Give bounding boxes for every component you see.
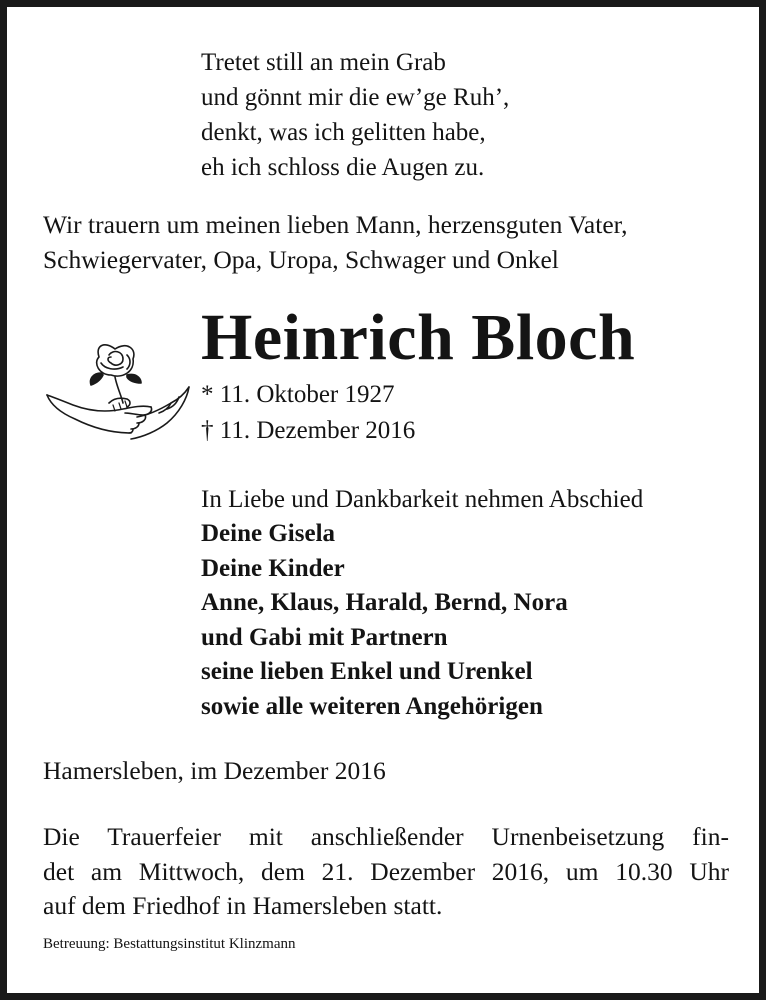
intro-line: Wir trauern um meinen lieben Mann, herzensguten Vater, [43,210,628,239]
ceremony-line: auf dem Friedhof in Hamersleben statt. [43,891,443,920]
ceremony-line: Die Trauerfeier mit anschließender Urnenbeisetzung fin- [43,822,729,851]
poem-line: Tretet still an mein Grab [201,49,446,76]
mourner-line: Anne, Klaus, Harald, Bernd, Nora [201,589,568,616]
hands-holding-rose-icon [39,333,195,453]
funeral-home-credit: Betreuung: Bestattungsinstitut Klinzmann [43,936,296,952]
death-date: † 11. Dezember 2016 [201,417,416,444]
deceased-name: Heinrich Bloch [201,301,636,374]
ceremony-line: det am Mittwoch, dem 21. Dezember 2016, um 10.30 Uhr [43,856,729,886]
life-dates [201,377,415,449]
farewell-line: In Liebe und Dankbarkeit nehmen Abschied [201,486,644,513]
mourner-line: Deine Kinder [201,554,345,582]
mourner-line: seine lieben Enkel und Urenkel [201,658,533,685]
birth-date: * 11. Oktober 1927 [201,381,395,408]
poem-line: und gönnt mir die ew’ge Ruh’, [201,84,510,111]
poem-line: denkt, was ich gelitten habe, [201,119,486,146]
mourner-line: sowie alle weiteren Angehörigen [201,692,543,720]
mourner-line: Deine Gisela [201,520,336,547]
ceremony-info [43,820,729,924]
mourning-intro [43,207,627,277]
poem-line: eh ich schloss die Augen zu. [201,154,485,181]
mourner-line: und Gabi mit Partnern [201,623,448,651]
poem-verse [201,45,509,185]
mourners-list [201,517,568,724]
place-and-date: Hamersleben, im Dezember 2016 [43,756,386,785]
intro-line: Schwiegervater, Opa, Uropa, Schwager und Onkel [43,245,559,274]
